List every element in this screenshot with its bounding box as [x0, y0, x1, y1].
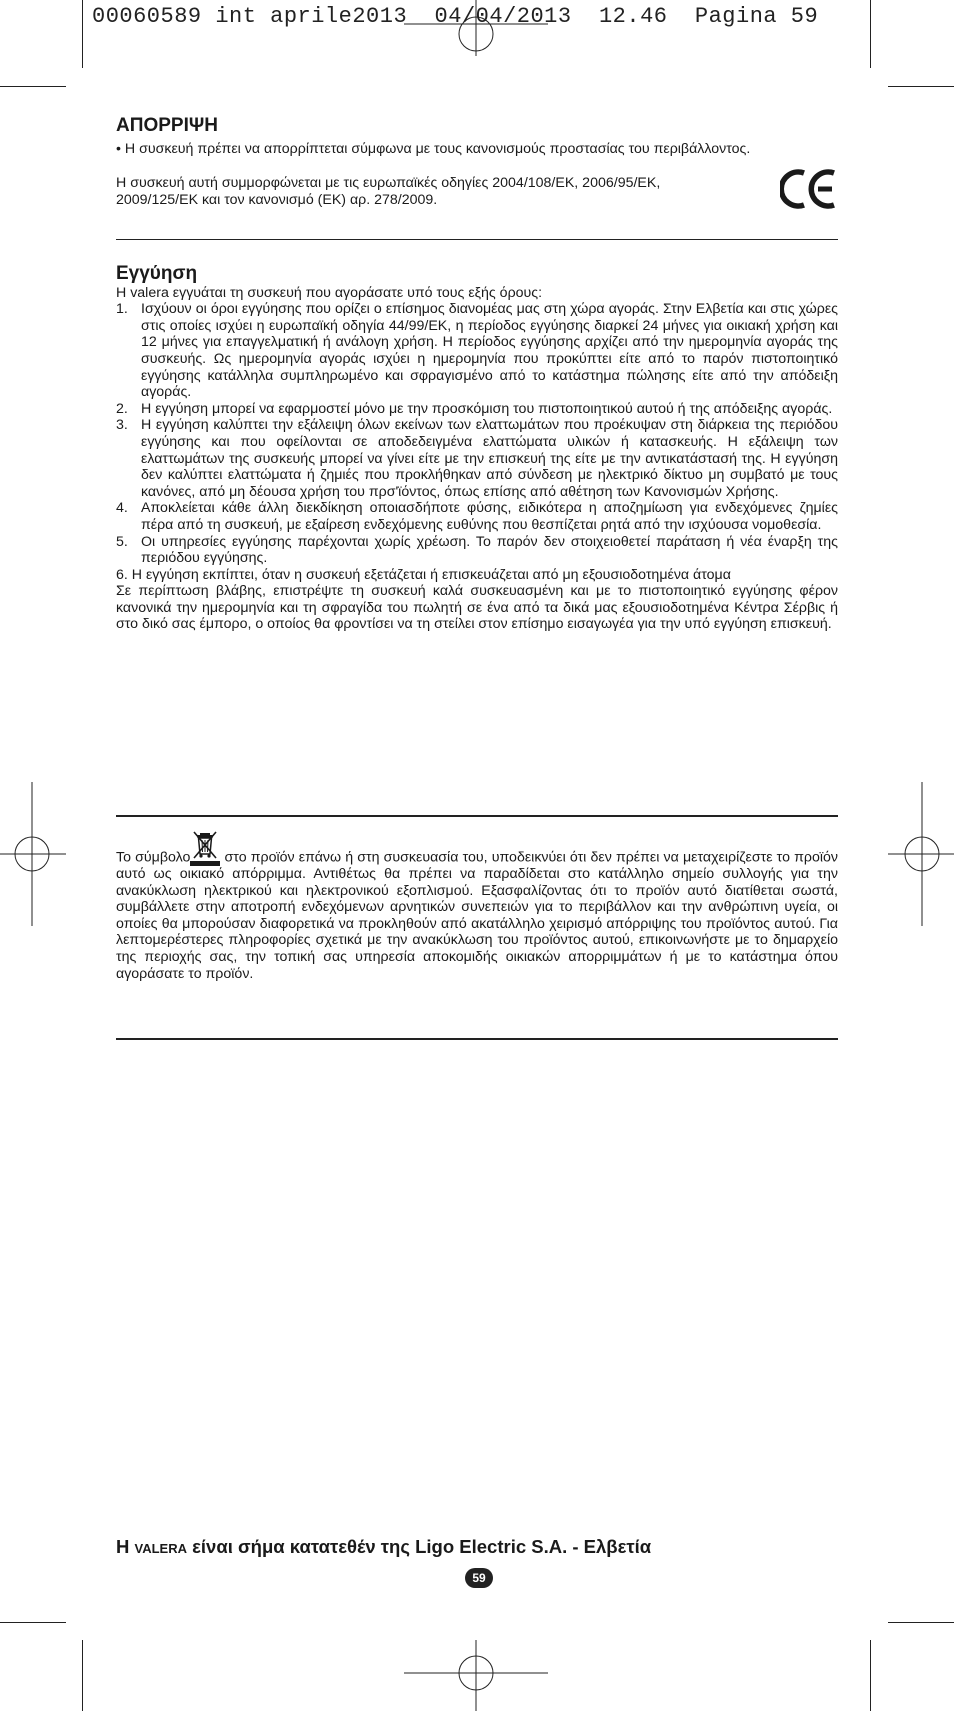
warranty-term-6: 6. Η εγγύηση εκπίπτει, όταν η συσκευή εξετάζεται ή επισκευάζεται από μη εξουσιοδοτημένα άτομα: [116, 566, 731, 583]
warranty-term: [116, 417, 838, 500]
term-number: 4.: [116, 500, 128, 517]
weee-paragraph: [116, 830, 838, 982]
disposal-bullet: • Η συσκευή πρέπει να απορρίπτεται σύμφωνα με τους κανονισμούς προστασίας του περιβάλλοντος.: [116, 140, 751, 157]
crop-mark: [888, 86, 954, 87]
registration-mark-right: [888, 782, 954, 926]
registration-mark-top: [404, 0, 548, 56]
warranty-heading: Εγγύηση: [116, 263, 198, 284]
ce-compliance-text: [116, 175, 716, 208]
term-text: Η εγγύηση καλύπτει την εξάλειψη όλων εκείνων των ελαττωμάτων που προέκυψαν στη διάρκεια της περιόδου εγγύησης και που οφείλονται σε αποδεδειγμένα ελαττώματα υλικών ή κατασκευής. Η εξάλειψη των ελαττωμάτων της συσκευής μπορεί να γίνει είτε με την επισκευή της είτε με την αντικατάστασή της. Η εγγύηση δεν καλύπτει ελαττώματα ή ζημιές που προκλήθηκαν από σύνδεση με ηλεκτρικό δίκτυο μη συμβατό με τους κανόνες, από μη δέουσα χρήση του πρσ'ϊόντος, όπως επίσης από αθέτηση των Κανονισμών Χρήσης.: [141, 417, 838, 500]
disposal-heading: ΑΠΟΡΡΙΨΗ: [116, 115, 218, 136]
warranty-intro: Η valera εγγυάται τη συσκευή που αγοράσατε υπό τους εξής όρους:: [116, 284, 543, 301]
crop-mark: [82, 0, 83, 68]
registration-mark-bottom: [404, 1640, 548, 1711]
ce-compliance-line: Η συσκευή αυτή συμμορφώνεται με τις ευρωπαϊκές οδηγίες 2004/108/ΕΚ, 2006/95/ΕΚ,: [116, 175, 661, 192]
ce-mark-icon: [780, 167, 838, 211]
crossed-bin-icon: [190, 830, 220, 866]
weee-text: στο προϊόν επάνω ή στη συσκευασία του, υποδεικνύει ότι δεν πρέπει να μεταχειρίζεστε το προϊόν αυτό ως οικιακό απόρριμμα. Αντιθέτως θα πρέπει να παραδίδεται στο κατάλληλο σημείο συλλογής για την ανακύκλωση ηλεκτρικού και ηλεκτρονικού εξοπλισμού. Εξασφαλίζοντας ότι το προϊόν αυτό διατίθεται σωστά, συμβάλλετε στην αποτροπή ενδεχόμενων αρνητικών συνεπειών για το περιβάλλον και την ανθρώπινη υγεία, οι οποίες θα μπορούσαν διαφορετικά να προκληθούν από ακατάλληλο χειρισμό απόρριψης του προϊόντος αυτού. Για λεπτομερέστερες πληροφορίες σχετικά με την ανακύκλωση του προϊόντος αυτού, επικοινωνήστε με το δημαρχείο της περιοχής σας, την τοπική σας υπηρεσία αποκομιδής οικιακών απορριμμάτων ή με το κατάστημα όπου αγοράσατε το προϊόν.: [116, 849, 838, 982]
term-number: 2.: [116, 400, 128, 417]
ce-compliance: [116, 175, 838, 208]
warranty-closing: Σε περίπτωση βλάβης, επιστρέψτε τη συσκευή καλά συσκευασμένη και με το πιστοποιητικό εγγύησης φέρον κανονικά την ημερομηνία και τη σφραγίδα του πωλητή σε ένα από τα δικά μας εξουσιοδοτημένα Κέντρα Σέρβις ή στο δικό σας έμπορο, ο οποίος θα φροντίσει να τη στείλει στον επίσημο εισαγωγέα για την υπό εγγύηση επισκευή.: [116, 583, 838, 633]
term-text: Η εγγύηση μπορεί να εφαρμοστεί μόνο με την προσκόμιση του πιστοποιητικού αυτού ή της απόδειξης αγοράς.: [141, 400, 833, 417]
weee-section: [116, 830, 838, 982]
warranty-term: [116, 401, 838, 418]
warranty-term: [116, 534, 838, 567]
disposal-section: [116, 115, 838, 208]
section-divider: [116, 1038, 838, 1040]
crop-mark: [0, 86, 66, 87]
trademark-text: είναι σήμα κατατεθέν της Ligo Electric S.A. - Ελβετία: [186, 1536, 652, 1557]
registration-mark-left: [0, 782, 66, 926]
term-number: 5.: [116, 533, 128, 550]
ce-compliance-line: 2009/125/ΕΚ και τον κανονισμό (ΕΚ) αρ. 278/2009.: [116, 191, 438, 208]
section-divider: [116, 239, 838, 240]
term-number: 1.: [116, 301, 128, 318]
crop-mark: [870, 1640, 871, 1711]
term-text: Οι υπηρεσίες εγγύησης παρέχονται χωρίς χρέωση. Το παρόν δεν στοιχειοθετεί παράταση ή νέα έναρξη της περιόδου εγγύησης.: [141, 533, 838, 567]
crop-mark: [888, 1622, 954, 1623]
term-text: Ισχύουν οι όροι εγγύησης που ορίζει ο επίσημος διανομέας μας στη χώρα αγοράς. Στην Ελβετία και στις χώρες στις οποίες ισχύει η ευρωπαϊκή οδηγία 44/99/ΕΚ, η περίοδος εγγύησης διαρκεί 24 μήνες για οικιακή χρήση και 12 μήνες για επαγγελματική ή ανάλογη χρήση. Η περίοδος εγγύησης αρχίζει από την ημερομηνία αγοράς της συσκευής. Ως ημερομηνία αγοράς ισχύει η ημερομηνία που προκύπτει είτε από το παρόν πιστοποιητικό εγγύησης κατάλληλα συμπληρωμένο και σφραγισμένο από το κατάστημα πώλησης είτε από την απόδειξη αγοράς.: [141, 301, 838, 401]
weee-lead: Το σύμβολο: [116, 849, 191, 866]
brand-name: VALERA: [134, 1541, 187, 1556]
trademark-prefix: Η: [116, 1536, 135, 1557]
crop-mark: [0, 1622, 66, 1623]
crop-mark: [82, 1640, 83, 1711]
warranty-term: [116, 301, 838, 401]
page-number: 59: [465, 1568, 493, 1588]
term-number: 3.: [116, 417, 128, 434]
term-text: Αποκλείεται κάθε άλλη διεκδίκηση οποιασδήποτε φύσης, ειδικότερα η αποζημίωση για ενδεχόμενες ζημίες πέρα από τη συσκευή, με εξαίρεση ενδεχόμενης ευθύνης που θεσπίζεται ρητά από την ισχύουσα νομοθεσία.: [141, 500, 838, 533]
warranty-term: [116, 500, 838, 533]
crop-mark: [870, 0, 871, 68]
warranty-section: [116, 263, 838, 633]
print-slug: 00060589 int aprile2013 04/04/2013 12.46 Pagina 59: [92, 4, 819, 29]
section-divider: [116, 815, 838, 817]
warranty-terms-list: [116, 301, 838, 567]
trademark-notice: [116, 1536, 651, 1558]
